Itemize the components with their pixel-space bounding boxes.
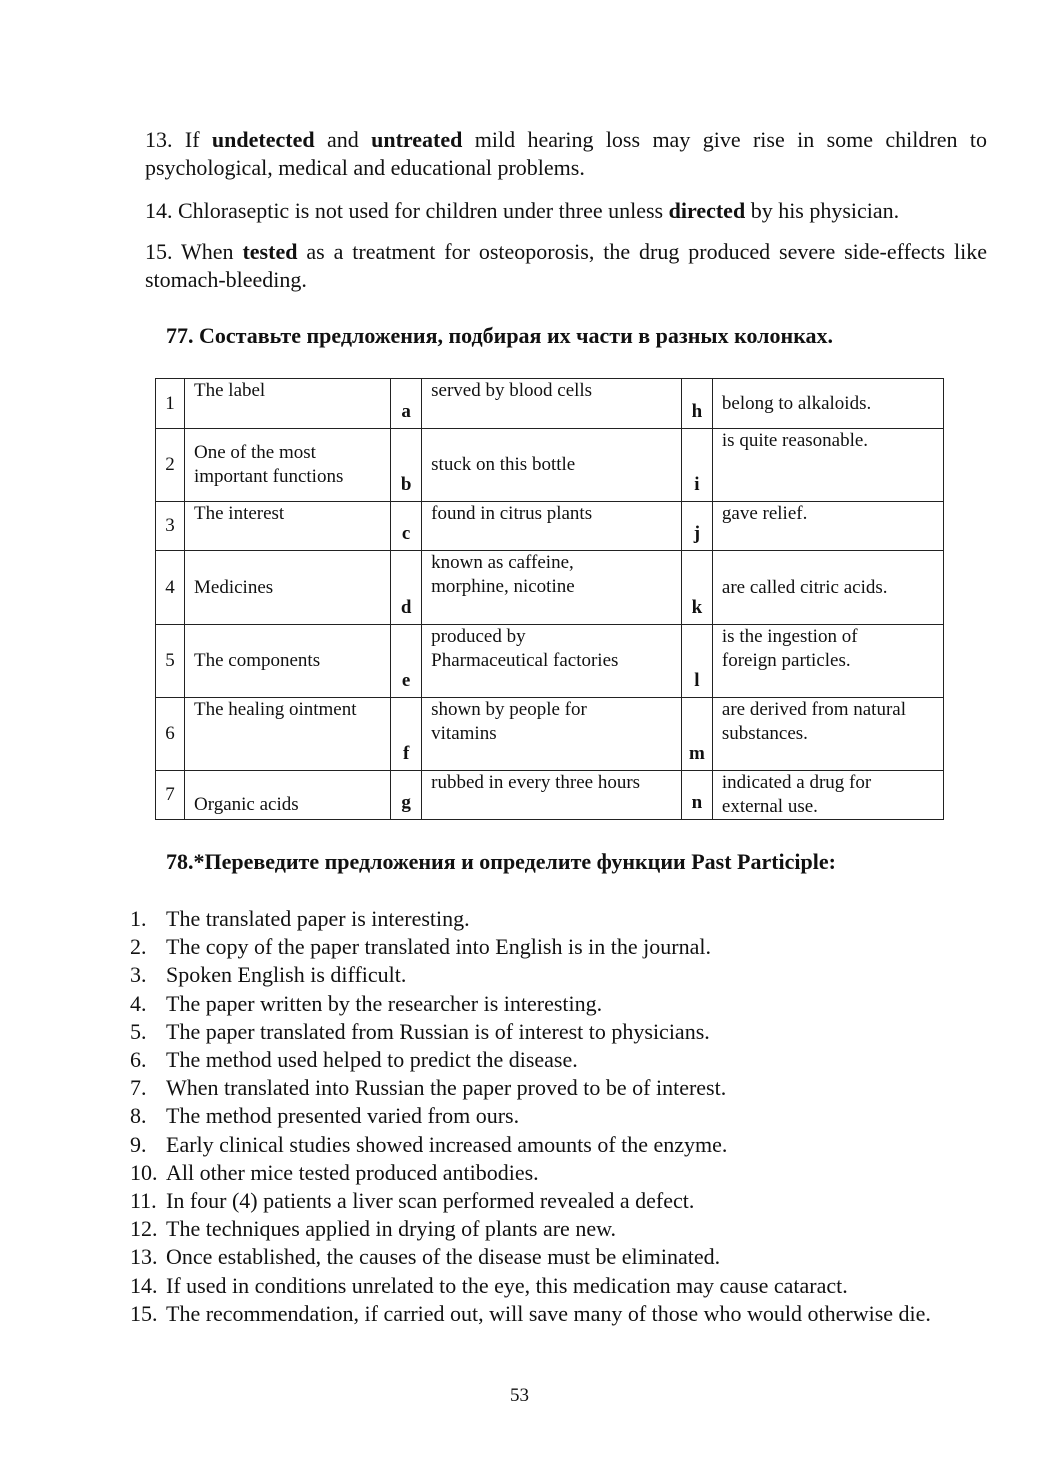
list-item xyxy=(130,1300,987,1328)
letter-cell: m xyxy=(681,698,712,771)
item-text: Once established, the causes of the disease must be eliminated. xyxy=(166,1244,721,1270)
ending-cell: is the ingestion of foreign particles. xyxy=(712,625,943,698)
list-item xyxy=(130,1215,987,1243)
row-number: 4 xyxy=(156,551,185,625)
table-row xyxy=(156,625,944,698)
letter-cell: g xyxy=(391,771,422,820)
ending-cell: is quite reasonable. xyxy=(712,429,943,502)
item-text: The paper translated from Russian is of interest to physicians. xyxy=(166,1018,710,1044)
text-run: mild hearing loss may give rise in some children to psychological, medical and educational problems. xyxy=(145,127,987,180)
sentence-list xyxy=(130,905,987,1328)
page-number: 53 xyxy=(510,1385,529,1406)
item-text: All other mice tested produced antibodies. xyxy=(166,1159,539,1185)
matching-table xyxy=(155,378,944,820)
bold-term: tested xyxy=(242,239,298,264)
participle-cell: served by blood cells xyxy=(422,379,682,429)
row-number: 6 xyxy=(156,698,185,771)
item-number: 3. xyxy=(130,962,147,988)
item-number: 10. xyxy=(130,1159,158,1185)
ending-cell: belong to alkaloids. xyxy=(712,379,943,429)
letter-cell: h xyxy=(681,379,712,429)
item-number: 12. xyxy=(130,1216,158,1242)
list-item xyxy=(130,1131,987,1159)
text-run: and xyxy=(314,127,372,152)
text-run: 14. Chloraseptic is not used for children under three unless xyxy=(145,198,669,223)
bold-term: untreated xyxy=(371,127,463,152)
participle-cell: known as caffeine, morphine, nicotine xyxy=(422,551,682,625)
letter-cell: d xyxy=(391,551,422,625)
list-item xyxy=(130,1159,987,1187)
list-item xyxy=(130,1272,987,1300)
row-number: 2 xyxy=(156,429,185,502)
table-row xyxy=(156,429,944,502)
item-number: 6. xyxy=(130,1047,147,1073)
item-text: The copy of the paper translated into English is in the journal. xyxy=(166,934,711,960)
item-number: 8. xyxy=(130,1103,147,1129)
item-text: The method presented varied from ours. xyxy=(166,1103,520,1129)
text-run: as a treatment for osteoporosis, the drug produced severe side-effects like stomach-bleeding. xyxy=(145,239,988,292)
ending-cell: gave relief. xyxy=(712,502,943,551)
item-number: 9. xyxy=(130,1131,147,1157)
exercise-77-heading: 77. Составьте предложения, подбирая их части в разных колонках. xyxy=(166,323,834,348)
item-number: 7. xyxy=(130,1075,147,1101)
item-number: 14. xyxy=(130,1272,158,1298)
text-run: by his physician. xyxy=(745,198,900,223)
subject-cell: The interest xyxy=(185,502,391,551)
item-text: In four (4) patients a liver scan performed revealed a defect. xyxy=(166,1188,695,1214)
subject-cell: The label xyxy=(185,379,391,429)
subject-cell: One of the most important functions xyxy=(185,429,391,502)
ending-cell: are called citric acids. xyxy=(712,551,943,625)
item-number: 4. xyxy=(130,990,147,1016)
item-text: The translated paper is interesting. xyxy=(166,906,470,931)
item-text: When translated into Russian the paper proved to be of interest. xyxy=(166,1075,727,1101)
item-text: The paper written by the researcher is interesting. xyxy=(166,990,603,1016)
item-number: 2. xyxy=(130,934,147,960)
participle-cell: shown by people for vitamins xyxy=(422,698,682,771)
participle-cell: rubbed in every three hours xyxy=(422,771,682,820)
item-text: Early clinical studies showed increased amounts of the enzyme. xyxy=(166,1131,728,1157)
table-row xyxy=(156,379,944,429)
item-text: The techniques applied in drying of plants are new. xyxy=(166,1216,617,1242)
table-row xyxy=(156,771,944,820)
ending-cell: are derived from natural substances. xyxy=(712,698,943,771)
letter-cell: i xyxy=(681,429,712,502)
participle-cell: found in citrus plants xyxy=(422,502,682,551)
table-row xyxy=(156,502,944,551)
subject-cell: The healing ointment xyxy=(185,698,391,771)
letter-cell: n xyxy=(681,771,712,820)
paragraph-13 xyxy=(145,126,987,182)
list-item xyxy=(130,905,987,933)
table-row xyxy=(156,551,944,625)
list-item xyxy=(130,961,987,989)
list-item xyxy=(130,1187,987,1215)
list-item xyxy=(130,1018,987,1046)
letter-cell: f xyxy=(391,698,422,771)
bold-term: undetected xyxy=(211,127,315,152)
letter-cell: e xyxy=(391,625,422,698)
list-item xyxy=(130,1102,987,1130)
participle-cell: stuck on this bottle xyxy=(422,429,682,502)
item-text: If used in conditions unrelated to the eye, this medication may cause cataract. xyxy=(166,1272,848,1298)
item-text: The method used helped to predict the disease. xyxy=(166,1047,578,1073)
item-number: 1. xyxy=(130,906,147,931)
letter-cell: k xyxy=(681,551,712,625)
row-number: 3 xyxy=(156,502,185,551)
item-text: The recommendation, if carried out, will save many of those who would otherwise die. xyxy=(166,1300,931,1326)
list-item xyxy=(130,990,987,1018)
exercise-78-heading: 78.*Переведите предложения и определите функции Past Participle: xyxy=(166,849,836,874)
letter-cell: l xyxy=(681,625,712,698)
bold-term: directed xyxy=(668,198,746,223)
list-item xyxy=(130,1243,987,1271)
participle-cell: produced by Pharmaceutical factories xyxy=(422,625,682,698)
item-number: 13. xyxy=(130,1244,158,1270)
subject-cell: The components xyxy=(185,625,391,698)
item-number: 15. xyxy=(130,1300,158,1326)
row-number: 1 xyxy=(156,379,185,429)
letter-cell: a xyxy=(391,379,422,429)
row-number: 5 xyxy=(156,625,185,698)
subject-cell: Medicines xyxy=(185,551,391,625)
row-number: 7 xyxy=(156,771,185,820)
list-item xyxy=(130,933,987,961)
text-run: 13. If xyxy=(145,127,212,152)
subject-cell: Organic acids xyxy=(185,771,391,820)
item-number: 5. xyxy=(130,1018,147,1044)
paragraph-15 xyxy=(145,238,987,294)
ending-cell: indicated a drug for external use. xyxy=(712,771,943,820)
paragraph-14 xyxy=(145,197,987,225)
letter-cell: b xyxy=(391,429,422,502)
list-item xyxy=(130,1046,987,1074)
table-row xyxy=(156,698,944,771)
item-number: 11. xyxy=(130,1188,157,1214)
letter-cell: j xyxy=(681,502,712,551)
letter-cell: c xyxy=(391,502,422,551)
text-run: 15. When xyxy=(145,239,243,264)
list-item xyxy=(130,1074,987,1102)
item-text: Spoken English is difficult. xyxy=(166,962,407,988)
